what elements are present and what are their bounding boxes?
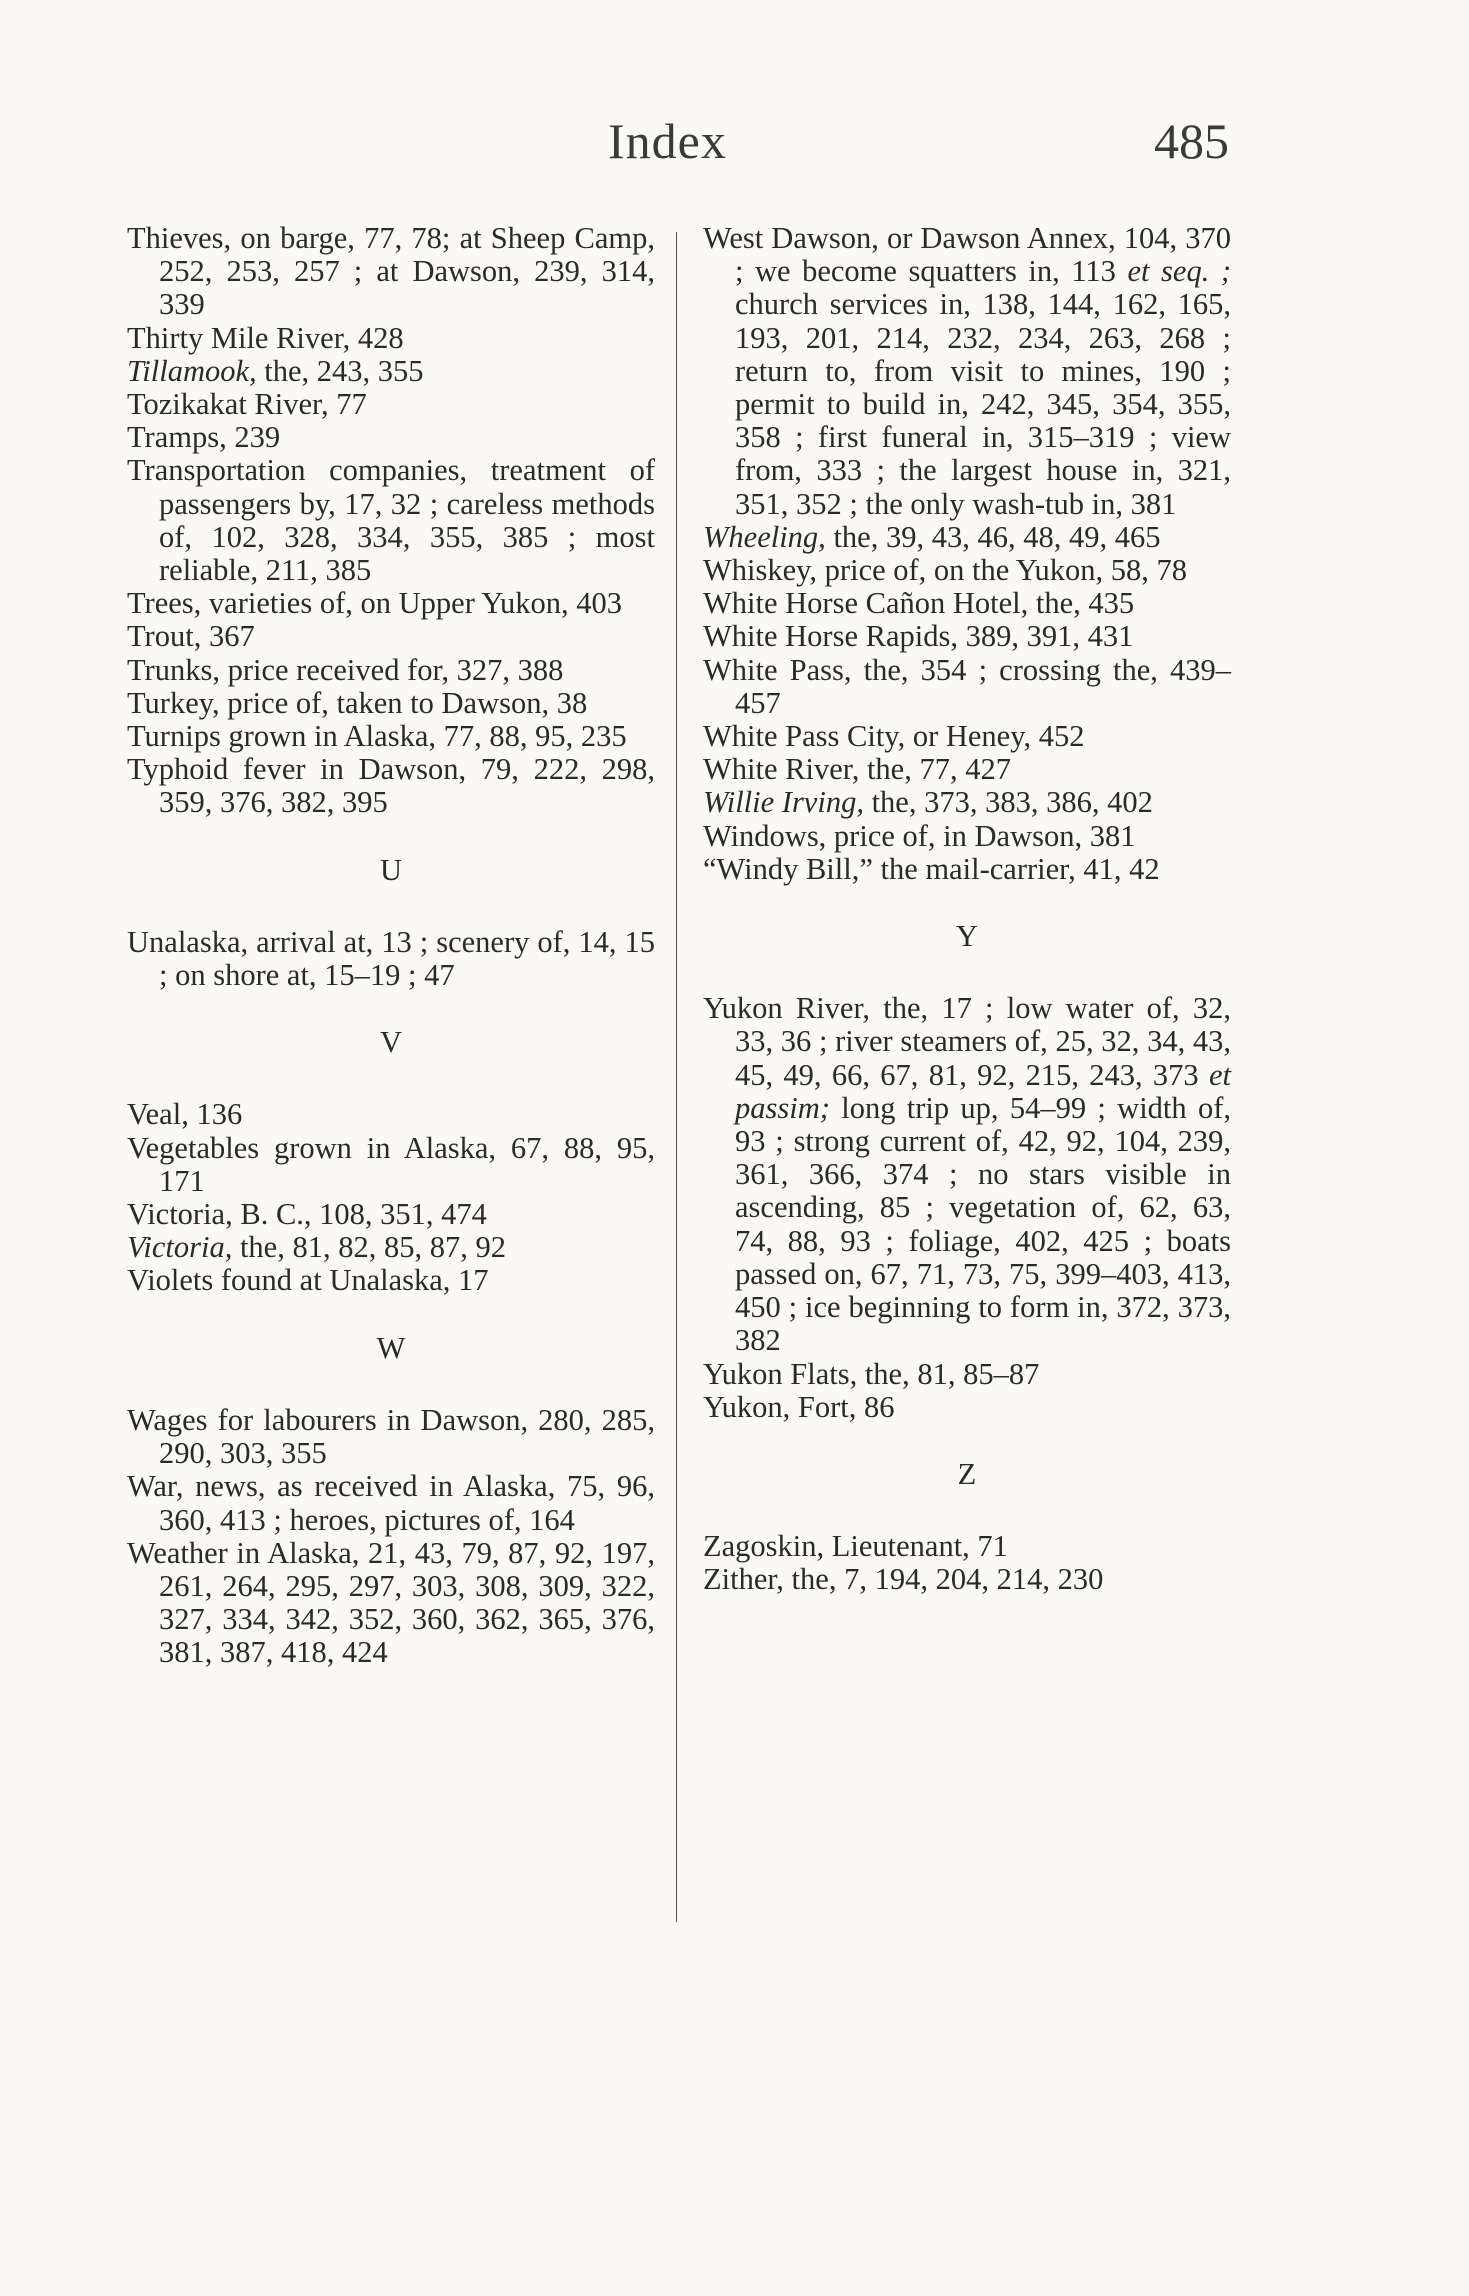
entry-text: Zagoskin, Lieutenant, 71: [703, 1529, 1008, 1564]
entry-text: Trunks, price received for, 327, 388: [127, 652, 564, 687]
entry-italic-phrase: et seq. ;: [1127, 254, 1232, 289]
entry-text: Trout, 367: [127, 619, 255, 654]
index-entry: [703, 521, 1231, 554]
index-entry: [127, 654, 655, 687]
index-column-left: [127, 222, 655, 1670]
index-entry: [127, 1198, 655, 1231]
page-number: 485: [1154, 113, 1229, 169]
entry-text: White Pass, the, 354 ; crossing the, 439–457: [703, 652, 1231, 720]
entry-text: Thirty Mile River, 428: [127, 320, 404, 355]
entry-text: Yukon Flats, the, 81, 85–87: [703, 1356, 1040, 1391]
entry-text: Yukon River, the, 17 ; low water of, 32, 33, 36 ; river steamers of, 25, 32, 34, 43, 45, 49, 66, 67, 81, 92, 215, 243, 373: [703, 991, 1231, 1092]
index-entry: [703, 992, 1231, 1357]
entry-text: Yukon, Fort, 86: [703, 1389, 895, 1424]
entry-text: West Dawson, or Dawson Annex, 104, 370 ; we become squatters in, 113: [703, 221, 1231, 289]
index-entry: [127, 322, 655, 355]
index-entry: [127, 587, 655, 620]
index-entry: [127, 421, 655, 454]
entry-text: Vegetables grown in Alaska, 67, 88, 95, 171: [127, 1130, 655, 1198]
index-entry: [127, 720, 655, 753]
index-entry: [703, 820, 1231, 853]
entry-text: Victoria, B. C., 108, 351, 474: [127, 1197, 487, 1232]
entry-italic-title: Tillamook,: [127, 353, 257, 388]
index-entry: [703, 654, 1231, 720]
index-entry: [127, 355, 655, 388]
entry-text: Turkey, price of, taken to Dawson, 38: [127, 685, 588, 720]
index-entry: [703, 720, 1231, 753]
index-entry: [703, 1358, 1231, 1391]
entry-text: the, 39, 43, 46, 48, 49, 465: [825, 519, 1161, 554]
entry-text: War, news, as received in Alaska, 75, 96, 360, 413 ; heroes, pictures of, 164: [127, 1469, 655, 1537]
entry-text: the, 373, 383, 386, 402: [863, 785, 1153, 820]
index-entry: [127, 926, 655, 992]
column-divider: [676, 232, 677, 1922]
section-letter: U: [379, 852, 403, 887]
entry-text: Whiskey, price of, on the Yukon, 58, 78: [703, 553, 1187, 588]
index-entry: [127, 620, 655, 653]
running-head: [0, 112, 1469, 172]
entry-italic-title: Victoria,: [127, 1230, 233, 1265]
index-entry: [127, 388, 655, 421]
entry-text: Tozikakat River, 77: [127, 387, 367, 422]
entry-text-continued: church services in, 138, 144, 162, 165, 193, 201, 214, 232, 234, 263, 268 ; return to, from visit to mines, 190 ; permit to build in, 242, 345, 354, 355, 358 ; first funeral in, 315–319 ; view from, 333 ; the largest house in, 321, 351, 352 ; the only wash-tub in, 381: [735, 287, 1231, 521]
entry-text: Weather in Alaska, 21, 43, 79, 87, 92, 197, 261, 264, 295, 297, 303, 308, 309, 322, 327, 334, 342, 352, 360, 362, 365, 376, 381, 387, 418, 424: [127, 1535, 655, 1670]
entry-text: Violets found at Unalaska, 17: [127, 1263, 489, 1298]
index-entry: [703, 1563, 1231, 1596]
entry-text: Unalaska, arrival at, 13 ; scenery of, 14, 15 ; on shore at, 15–19 ; 47: [127, 924, 655, 993]
entry-text: White Pass City, or Heney, 452: [703, 719, 1085, 754]
index-entry: [127, 1231, 655, 1264]
entry-text: Trees, varieties of, on Upper Yukon, 403: [127, 586, 622, 621]
index-entry: [127, 1470, 655, 1536]
section-letter: Y: [955, 919, 979, 954]
entry-text: Veal, 136: [127, 1097, 243, 1132]
index-entry: [127, 1537, 655, 1670]
index-entry: [703, 554, 1231, 587]
index-entry: [127, 454, 655, 587]
entry-text: the, 243, 355: [256, 353, 424, 388]
entry-text: Tramps, 239: [127, 420, 281, 455]
entry-text: Windows, price of, in Dawson, 381: [703, 818, 1136, 853]
index-entry: [703, 222, 1231, 521]
section-letter: W: [376, 1330, 406, 1365]
entry-text: Thieves, on barge, 77, 78; at Sheep Camp, 252, 253, 257 ; at Dawson, 239, 314, 339: [127, 221, 655, 322]
entry-text: White Horse Cañon Hotel, the, 435: [703, 586, 1135, 621]
entry-text: Typhoid fever in Dawson, 79, 222, 298, 359, 376, 382, 395: [127, 752, 655, 820]
entry-text: White River, the, 77, 427: [703, 752, 1011, 787]
index-entry: [703, 1391, 1231, 1424]
entry-text: Zither, the, 7, 194, 204, 214, 230: [703, 1562, 1104, 1597]
entry-text: Wages for labourers in Dawson, 280, 285, 290, 303, 355: [127, 1402, 655, 1471]
index-entry: [703, 786, 1231, 819]
index-entry: [127, 1098, 655, 1131]
index-entry: [127, 753, 655, 819]
entry-italic-title: Willie Irving,: [703, 785, 864, 820]
index-entry: [127, 222, 655, 322]
index-entry: [703, 753, 1231, 786]
index-entry: [127, 1264, 655, 1297]
index-entry: [703, 1530, 1231, 1563]
entry-text: the, 81, 82, 85, 87, 92: [232, 1230, 506, 1265]
index-entry: [127, 1132, 655, 1198]
entry-text-continued: long trip up, 54–99 ; width of, 93 ; strong current of, 42, 92, 104, 239, 361, 366, 374 ; no stars visible in ascending, 85 ; vegetation of, 62, 63, 74, 88, 93 ; foliage, 402, 425 ; boats passed on, 67, 71, 73, 75, 399–403, 413, 450 ; ice beginning to form in, 372, 373, 382: [735, 1090, 1231, 1358]
entry-text: Turnips grown in Alaska, 77, 88, 95, 235: [127, 719, 627, 754]
index-entry: [703, 587, 1231, 620]
index-entry: [703, 853, 1231, 886]
entry-italic-title: Wheeling,: [703, 519, 826, 554]
index-entry: [703, 620, 1231, 653]
entry-text: White Horse Rapids, 389, 391, 431: [703, 619, 1134, 654]
index-column-right: [703, 222, 1231, 1597]
index-entry: [127, 687, 655, 720]
index-entry: [127, 1404, 655, 1470]
page-title: Index: [608, 113, 727, 169]
section-letter: V: [379, 1025, 403, 1060]
entry-text: “Windy Bill,” the mail-carrier, 41, 42: [703, 851, 1160, 886]
entry-italic-phrase: et passim;: [735, 1057, 1231, 1125]
section-letter: Z: [957, 1456, 977, 1491]
entry-text: Transportation companies, treatment of passengers by, 17, 32 ; careless methods of, 102, 328, 334, 355, 385 ; most reliable, 211, 385: [127, 453, 655, 588]
